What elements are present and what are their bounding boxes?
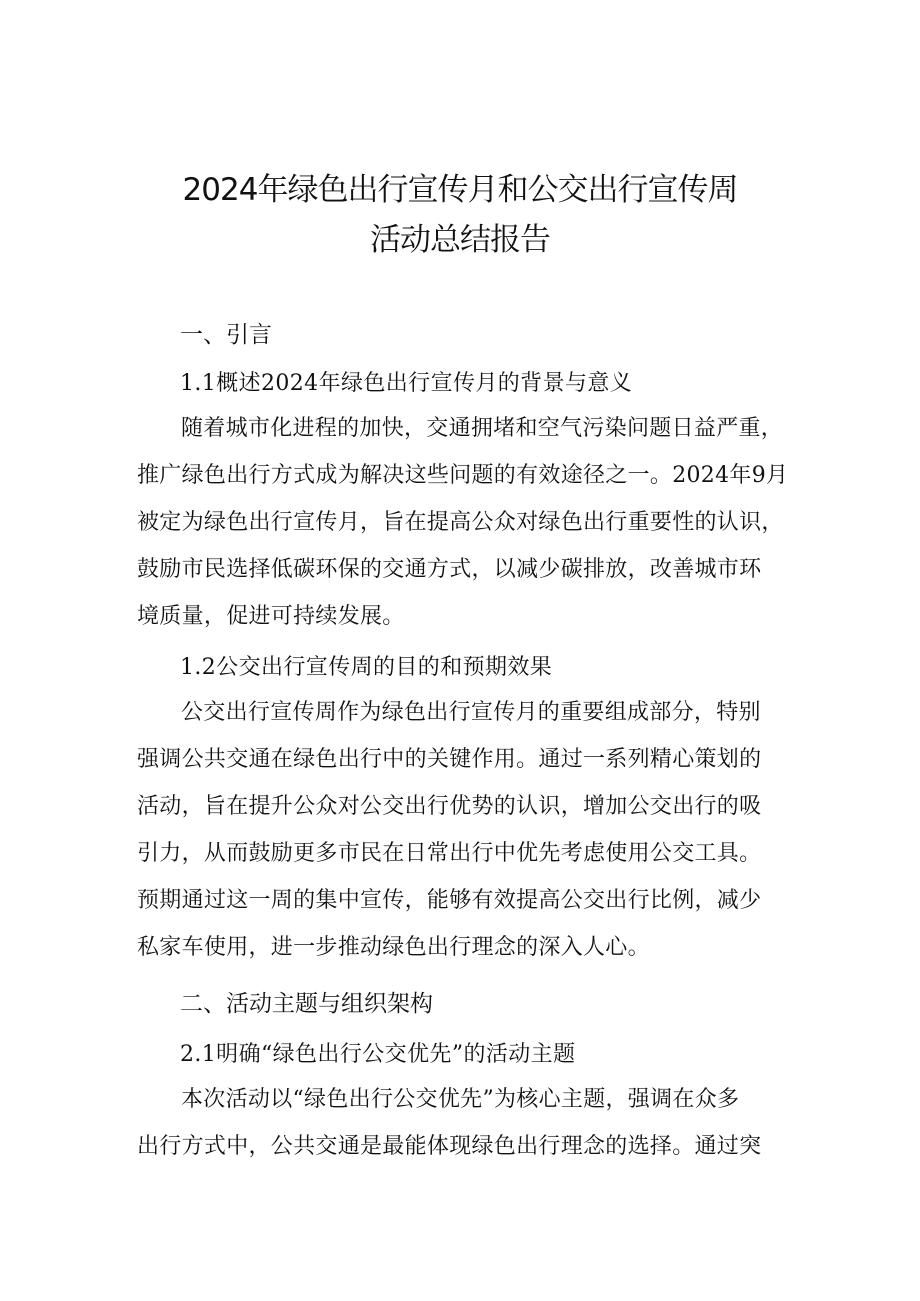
paragraph-line: 推广绿色出行方式成为解决这些问题的有效途径之一。2024年9月 <box>137 463 789 488</box>
paragraph-line: 公交出行宣传周作为绿色出行宣传月的重要组成部分，特别 <box>181 700 761 725</box>
paragraph-line: 出行方式中，公共交通是最能体现绿色出行理念的选择。通过突 <box>137 1134 762 1159</box>
section-heading-theme-organization: 二、活动主题与组织架构 <box>180 991 433 1017</box>
document-title-line-2: 活动总结报告 <box>370 222 550 258</box>
document-title-line-1: 2024年绿色出行宣传月和公交出行宣传周 <box>182 172 738 208</box>
section-heading-introduction: 一、引言 <box>180 322 272 348</box>
paragraph-line: 私家车使用，进一步推动绿色出行理念的深入人心。 <box>137 935 650 960</box>
paragraph-2-1 <box>137 1076 797 1170</box>
paragraph-line: 活动，旨在提升公众对公交出行优势的认识，增加公交出行的吸 <box>137 794 762 819</box>
paragraph-line: 境质量，促进可持续发展。 <box>137 604 405 629</box>
subsection-heading-1-2: 1.2公交出行宣传周的目的和预期效果 <box>180 655 553 680</box>
subsection-heading-1-1: 1.1概述2024年绿色出行宣传月的背景与意义 <box>180 371 633 396</box>
paragraph-line: 预期通过这一周的集中宣传，能够有效提高公交出行比例，减少 <box>137 888 762 913</box>
paragraph-line: 随着城市化进程的加快，交通拥堵和空气污染问题日益严重， <box>181 416 784 441</box>
subsection-heading-2-1: 2.1明确“绿色出行公交优先”的活动主题 <box>180 1042 576 1067</box>
paragraph-line: 鼓励市民选择低碳环保的交通方式，以减少碳排放，改善城市环 <box>137 557 762 582</box>
paragraph-line: 本次活动以“绿色出行公交优先”为核心主题，强调在众多 <box>181 1087 740 1112</box>
paragraph-1-2 <box>137 689 797 971</box>
paragraph-line: 引力，从而鼓励更多市民在日常出行中优先考虑使用公交工具。 <box>137 841 762 866</box>
paragraph-line: 被定为绿色出行宣传月，旨在提高公众对绿色出行重要性的认识， <box>137 510 784 535</box>
paragraph-1-1 <box>137 405 797 640</box>
paragraph-line: 强调公共交通在绿色出行中的关键作用。通过一系列精心策划的 <box>137 747 762 772</box>
